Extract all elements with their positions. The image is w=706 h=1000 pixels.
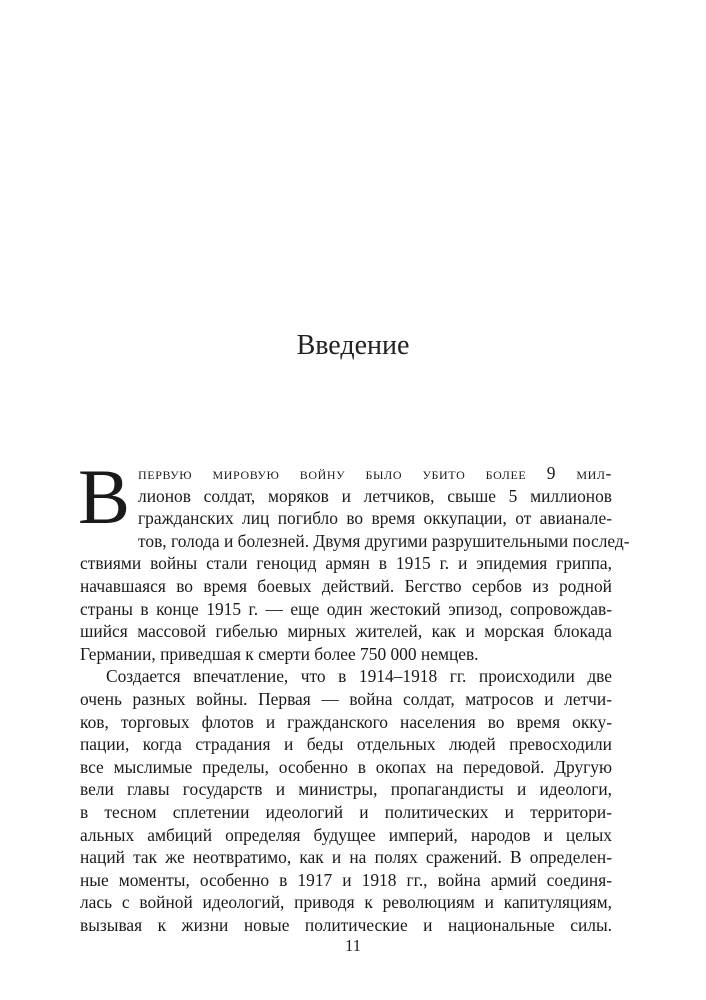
text-line: начавшаяся во время боевых действий. Бегство сербов из родной [80,575,612,596]
text-line: лась с войной идеологий, приводя к революциям и капитуляциям, [80,892,612,913]
text-line: вызывая к жизни новые политические и национальные силы. [80,914,612,935]
text-line: шийся массовой гибелью мирных жителей, как и морская блокада [80,621,612,642]
text-line: Германии, приведшая к смерти более 750 000 немцев. [80,643,479,664]
text-line: пации, когда страдания и беды отдельных людей превосходили [80,734,612,755]
text-line: гражданских лиц погибло во время оккупации, от авианале- [138,508,612,529]
text-line: ствиями войны стали геноцид армян в 1915 г. и эпидемия гриппа, [80,553,612,574]
text-line: лионов солдат, моряков и летчиков, свыше 5 миллионов [138,485,612,506]
page-number: 11 [344,936,362,955]
text-line: страны в конце 1915 г. — еще один жестокий эпизод, сопровождав- [80,598,612,619]
text-line: наций так же неотвратимо, как и на полях сражений. В определен- [80,847,612,868]
text-line: первую мировую войну было убито более 9 мил- [138,463,612,483]
text-line: тов, голода и болезней. Двумя другими разрушительными послед- [138,530,630,551]
paragraph-2 [80,665,612,936]
paragraph-1 [78,453,630,665]
text-line: Создается впечатление, что в 1914–1918 гг. происходили две [106,666,612,687]
text-line: вели главы государств и министры, пропагандисты и идеологи, [80,779,612,800]
text-line: в тесном сплетении идеологий и политических и территори- [80,801,612,822]
text-line: ные моменты, особенно в 1917 и 1918 гг., война армий соединя- [80,869,612,890]
chapter-heading: Введение [296,330,410,361]
text-line: очень разных войны. Первая — война солдат, матросов и летчи- [80,688,612,709]
body-text [78,453,630,936]
text-line: ков, торговых флотов и гражданского населения во время окку- [80,711,612,732]
text-line: альных амбиций определяя будущее империй, народов и целых [80,824,612,845]
text-line: все мыслимые пределы, особенно в окопах на передовой. Другую [80,756,612,777]
drop-cap: В [78,453,131,540]
